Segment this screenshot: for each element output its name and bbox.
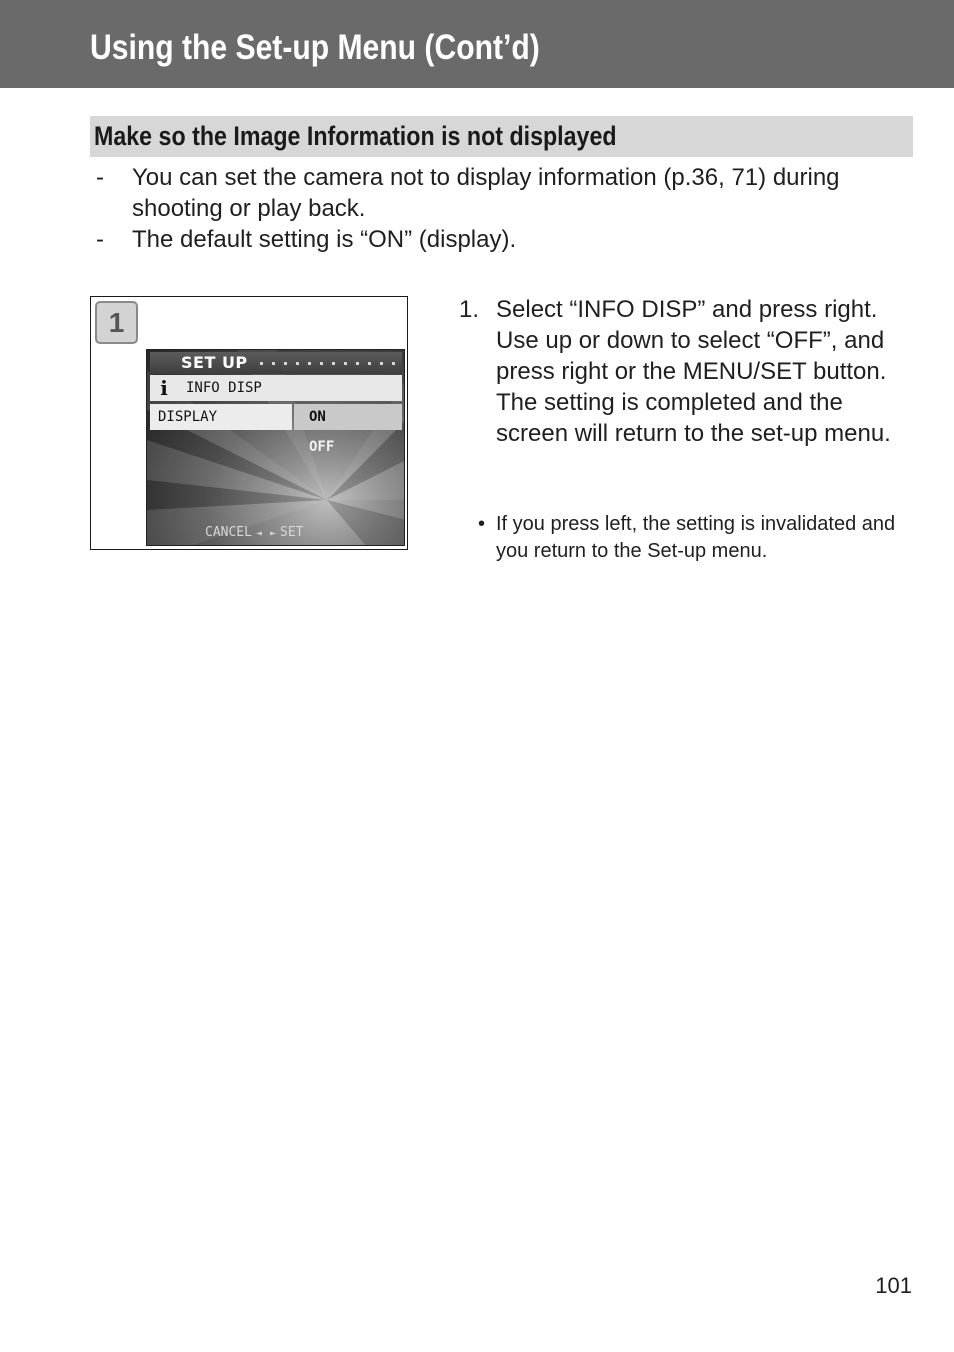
lcd-header-label: SET UP <box>181 353 248 372</box>
intro-text: You can set the camera not to display information (p.36, 71) during shooting or play back. <box>132 164 840 222</box>
menu-item-info-disp <box>150 375 402 401</box>
intro-item <box>96 162 916 224</box>
step-number-badge: 1 <box>95 301 138 344</box>
step-text: Select “INFO DISP” and press right. Use up or down to select “OFF”, and press right or the MENU/SET button. The setting is completed and the screen will return to the set-up menu. <box>496 296 891 447</box>
dash-marker: - <box>96 226 104 253</box>
dash-marker: - <box>96 164 104 191</box>
setting-label: DISPLAY <box>158 409 218 425</box>
title-bar <box>0 0 954 88</box>
intro-list <box>96 162 916 255</box>
option-on-selected <box>294 404 402 430</box>
option-on-label: ON <box>309 409 326 425</box>
page-title: Using the Set-up Menu (Cont’d) <box>90 28 540 67</box>
step-figure <box>90 296 408 550</box>
option-off-label: OFF <box>309 439 335 455</box>
note-item <box>478 511 918 565</box>
step-list <box>459 294 917 449</box>
step-number: 1. <box>459 296 480 323</box>
lcd-footer <box>205 524 304 542</box>
lcd-header-dots <box>260 362 400 365</box>
left-arrow-icon: ◄ <box>255 528 262 539</box>
camera-lcd-screen <box>146 349 405 546</box>
intro-item <box>96 224 916 255</box>
menu-item-label: INFO DISP <box>186 380 262 396</box>
page-number: 101 <box>875 1273 912 1298</box>
cancel-label: CANCEL <box>205 525 252 540</box>
note-text: If you press left, the setting is invalidated and you return to the Set-up menu. <box>496 513 896 562</box>
info-icon: i <box>160 376 168 400</box>
section-heading-bar <box>90 116 913 157</box>
setting-label-row <box>150 404 292 430</box>
step-item <box>459 294 917 449</box>
set-label: SET <box>280 525 304 540</box>
intro-text: The default setting is “ON” (display). <box>132 226 517 253</box>
bullet-marker: • <box>478 513 486 535</box>
note-list <box>478 511 918 565</box>
section-heading: Make so the Image Information is not displayed <box>94 121 617 151</box>
lcd-header-bar <box>150 352 402 374</box>
right-arrow-icon: ► <box>270 528 277 539</box>
